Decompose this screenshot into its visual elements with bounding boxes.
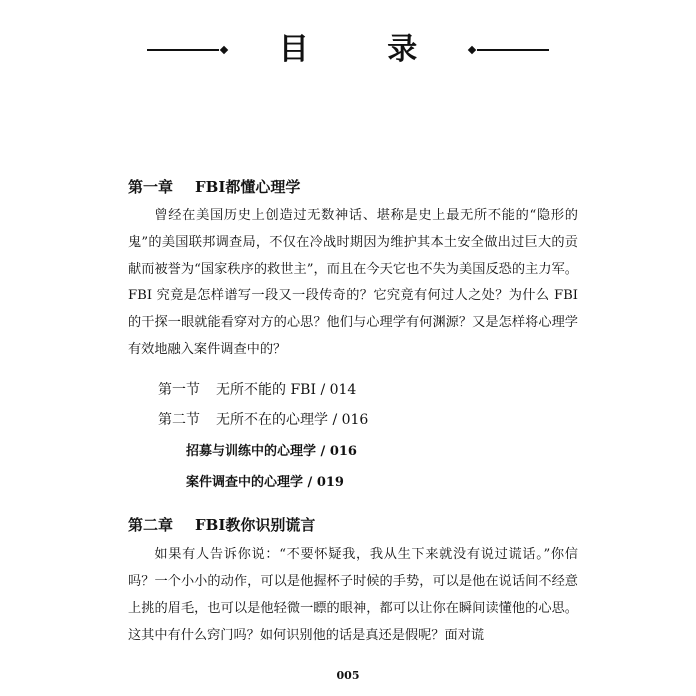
subsection-page: / 019 <box>307 475 344 490</box>
subsection-page: / 016 <box>320 444 357 459</box>
section-page: / 016 <box>332 412 369 428</box>
section-title: 无所不能的 FBI <box>216 382 316 398</box>
chapter-2-heading <box>128 514 315 535</box>
subsection-title: 案件调查中的心理学 <box>186 475 304 490</box>
subsection-title: 招募与训练中的心理学 <box>186 444 317 459</box>
chapter-2-intro: 如果有人告诉你说：“不要怀疑我，我从生下来就没有说过谎话。”你信吗？一个小小的动作，可以是他握杯子时候的手势，可以是他在说话间不经意上挑的眉毛，也可以是他轻微一瞟的眼神，都可以让你在瞬间读懂他的心思。这其中有什么窍门吗？如何识别他的话是真还是假呢？面对谎 <box>128 547 578 643</box>
chapter-1-heading <box>128 176 300 197</box>
page-number: 005 <box>336 669 360 682</box>
chapter-1-number: 第一章 <box>128 178 174 196</box>
chapter-2-number: 第二章 <box>128 516 174 534</box>
title-right-rule <box>469 47 549 53</box>
toc-section-1[interactable] <box>158 379 356 399</box>
section-number: 第二节 <box>158 412 200 428</box>
section-page: / 014 <box>320 382 357 398</box>
toc-subsection-2[interactable] <box>186 471 344 490</box>
section-title: 无所不在的心理学 <box>216 412 328 428</box>
toc-subsection-1[interactable] <box>186 440 357 459</box>
toc-title-block <box>0 30 696 70</box>
title-left-rule <box>147 47 227 53</box>
chapter-1-title: FBI都懂心理学 <box>195 178 301 196</box>
chapter-1-intro: 曾经在美国历史上创造过无数神话、堪称是史上最无所不能的“隐形的鬼”的美国联邦调查局，不仅在冷战时期因为维护其本土安全做出过巨大的贡献而被誉为“国家秩序的救世主”，而且在今天它也不失为美国反恐的主力军。FBI 究竟是怎样谱写一段又一段传奇的？它究竟有何过人之处？为什么 FBI 的干探一眼就能看穿对方的心思？他们与心理学有何渊源？又是怎样将心理学有效地融入案件调查中的？ <box>128 208 578 357</box>
page-title: 目 录 <box>278 32 452 67</box>
toc-section-2[interactable] <box>158 409 368 429</box>
chapter-2-title: FBI教你识别谎言 <box>195 516 316 534</box>
section-number: 第一节 <box>158 382 200 398</box>
